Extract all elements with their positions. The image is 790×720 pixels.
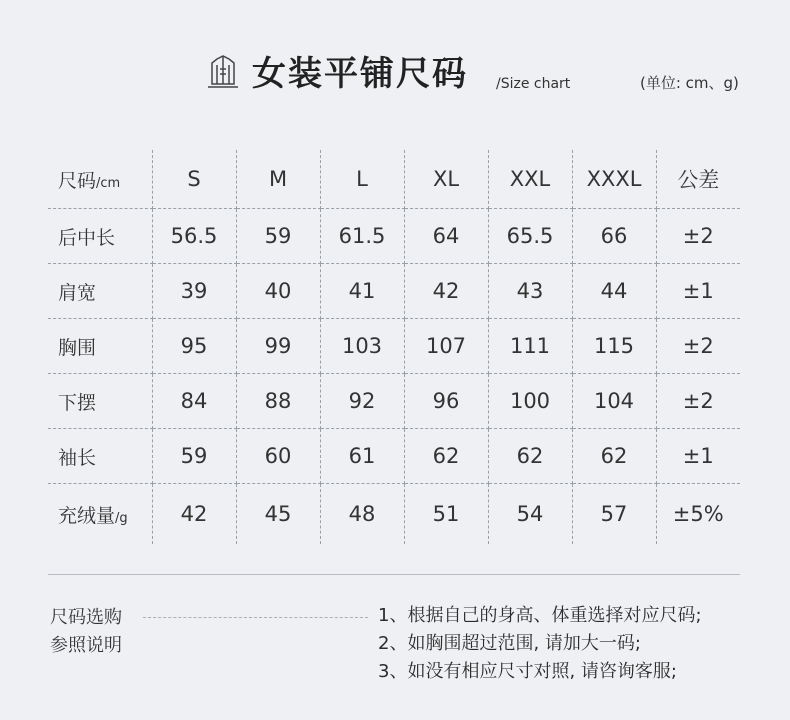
row-label: 下摆 [48, 374, 152, 429]
tolerance-cell: ±2 [656, 374, 740, 429]
table-cell: 39 [152, 264, 236, 319]
table-cell: 107 [404, 319, 488, 374]
table-cell: 43 [488, 264, 572, 319]
table-cell: 60 [236, 429, 320, 484]
table-row [48, 374, 740, 429]
section-divider [48, 574, 740, 575]
table-row [48, 209, 740, 264]
header [0, 0, 790, 120]
table-cell: 62 [488, 429, 572, 484]
header-label-cell [48, 150, 152, 209]
header-label-unit: /cm [96, 175, 121, 191]
header-label: 尺码 [58, 169, 97, 192]
table-cell: 48 [320, 484, 404, 545]
guide-note: 3、如没有相应尺寸对照, 请咨询客服; [378, 661, 677, 682]
table-cell: 95 [152, 319, 236, 374]
page-subtitle: /Size chart [496, 76, 571, 92]
table-cell: 44 [572, 264, 656, 319]
table-cell: 57 [572, 484, 656, 545]
table-cell: 59 [152, 429, 236, 484]
table-row [48, 484, 740, 545]
table-cell: 99 [236, 319, 320, 374]
row-label: 胸围 [48, 319, 152, 374]
tolerance-cell: ±1 [656, 429, 740, 484]
guide-note: 2、如胸围超过范围, 请加大一码; [378, 633, 641, 654]
row-label-unit: /g [115, 510, 128, 526]
row-label-cell [48, 484, 152, 545]
table-cell: 62 [404, 429, 488, 484]
guide-label-line: 尺码选购 [50, 607, 122, 628]
tolerance-header: 公差 [656, 150, 740, 209]
size-header: S [152, 150, 236, 209]
page-title: 女装平铺尺码 [252, 54, 468, 94]
tolerance-cell: ±2 [656, 209, 740, 264]
table-cell: 59 [236, 209, 320, 264]
guide-notes [378, 602, 702, 686]
table-cell: 56.5 [152, 209, 236, 264]
guide-leader-line [143, 617, 368, 618]
guide-label-line: 参照说明 [50, 635, 122, 656]
table-cell: 61.5 [320, 209, 404, 264]
table-cell: 42 [152, 484, 236, 545]
table-cell: 111 [488, 319, 572, 374]
table-cell: 61 [320, 429, 404, 484]
row-label: 充绒量 [58, 504, 116, 527]
table-cell: 92 [320, 374, 404, 429]
guide-note: 1、根据自己的身高、体重选择对应尺码; [378, 605, 702, 626]
garment-icon [206, 53, 240, 89]
table-cell: 65.5 [488, 209, 572, 264]
table-cell: 115 [572, 319, 656, 374]
row-label: 后中长 [48, 209, 152, 264]
unit-note: (单位: cm、g) [640, 74, 739, 92]
size-header: XL [404, 150, 488, 209]
size-header: XXXL [572, 150, 656, 209]
row-label: 肩宽 [48, 264, 152, 319]
table-cell: 54 [488, 484, 572, 545]
size-header: L [320, 150, 404, 209]
table-cell: 64 [404, 209, 488, 264]
size-table [48, 150, 740, 544]
tolerance-cell: ±2 [656, 319, 740, 374]
tolerance-cell: ±5% [672, 502, 724, 526]
table-cell: 51 [404, 484, 488, 545]
table-row [48, 319, 740, 374]
table-cell: 100 [488, 374, 572, 429]
table-cell: 66 [572, 209, 656, 264]
row-label: 袖长 [48, 429, 152, 484]
table-cell: 42 [404, 264, 488, 319]
table-cell: 103 [320, 319, 404, 374]
table-header-row [48, 150, 740, 209]
table-cell: 84 [152, 374, 236, 429]
size-header: XXL [488, 150, 572, 209]
table-cell: 41 [320, 264, 404, 319]
tolerance-cell: ±1 [656, 264, 740, 319]
size-header: M [236, 150, 320, 209]
table-cell: 40 [236, 264, 320, 319]
table-cell: 45 [236, 484, 320, 545]
table-row [48, 429, 740, 484]
table-cell: 88 [236, 374, 320, 429]
table-cell: 62 [572, 429, 656, 484]
table-cell: 104 [572, 374, 656, 429]
table-row [48, 264, 740, 319]
table-cell: 96 [404, 374, 488, 429]
guide-label [50, 604, 122, 660]
